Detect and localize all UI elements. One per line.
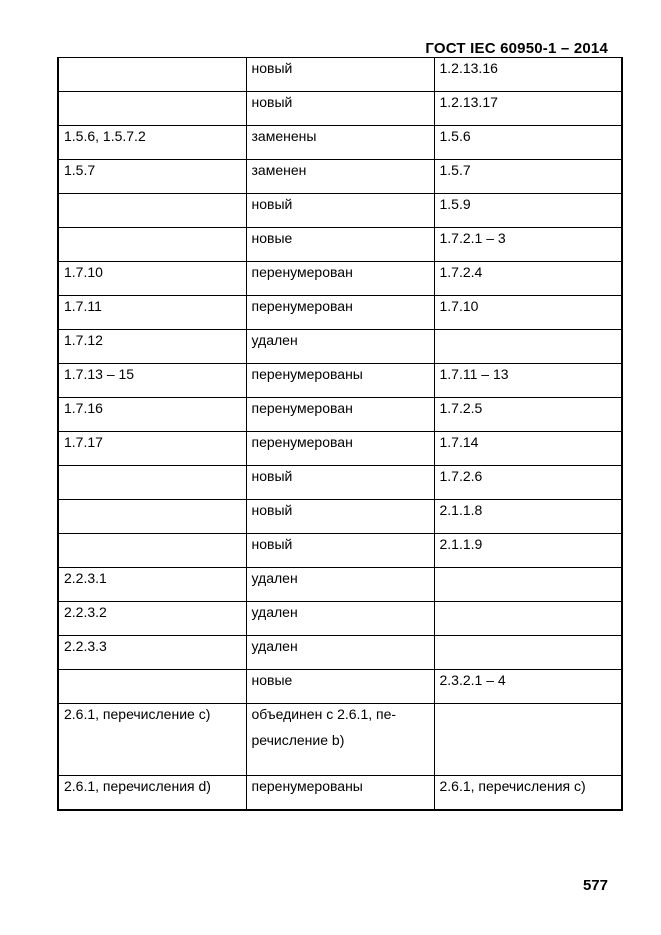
table-cell: 1.7.2.6	[434, 466, 622, 500]
table-row	[58, 364, 622, 398]
table-cell: 1.7.2.1 – 3	[434, 228, 622, 262]
table-cell: 1.7.10	[434, 296, 622, 330]
table-cell	[434, 704, 622, 776]
table-cell: 2.1.1.9	[434, 534, 622, 568]
table-cell: 1.7.12	[58, 330, 246, 364]
table-cell	[58, 92, 246, 126]
table-cell: 1.5.7	[58, 160, 246, 194]
table-cell: 2.1.1.8	[434, 500, 622, 534]
table-cell: удален	[246, 330, 434, 364]
table-row	[58, 262, 622, 296]
table-cell: новый	[246, 194, 434, 228]
table-cell: заменен	[246, 160, 434, 194]
page-number: 577	[582, 877, 608, 894]
table-cell	[434, 568, 622, 602]
table-cell	[58, 228, 246, 262]
table-cell	[58, 500, 246, 534]
table-row	[58, 296, 622, 330]
table-cell: 2.3.2.1 – 4	[434, 670, 622, 704]
table-cell: 2.6.1, перечисление c)	[58, 704, 246, 776]
table-row	[58, 58, 622, 92]
table-cell: 1.7.16	[58, 398, 246, 432]
table-cell	[434, 602, 622, 636]
table-cell	[434, 330, 622, 364]
changes-table	[57, 57, 623, 811]
table-cell: удален	[246, 636, 434, 670]
table-cell: новый	[246, 58, 434, 92]
table-cell: новый	[246, 92, 434, 126]
table-cell: 1.7.13 – 15	[58, 364, 246, 398]
table-cell: 1.7.2.4	[434, 262, 622, 296]
cell-line: объединен с 2.6.1, пе-	[251, 706, 397, 722]
table-row	[58, 568, 622, 602]
table-cell: 1.7.17	[58, 432, 246, 466]
table-cell: 1.2.13.17	[434, 92, 622, 126]
table-row	[58, 194, 622, 228]
table-cell: перенумерованы	[246, 776, 434, 810]
table-row	[58, 432, 622, 466]
table-cell: 1.7.14	[434, 432, 622, 466]
table-cell	[58, 670, 246, 704]
table-cell	[58, 194, 246, 228]
table-cell: 1.2.13.16	[434, 58, 622, 92]
table-cell: 1.7.2.5	[434, 398, 622, 432]
table-row	[58, 228, 622, 262]
table-cell: 1.5.6, 1.5.7.2	[58, 126, 246, 160]
table-cell	[58, 58, 246, 92]
table-cell: 2.2.3.1	[58, 568, 246, 602]
table-row	[58, 776, 622, 810]
table-cell: новый	[246, 466, 434, 500]
table-row	[58, 160, 622, 194]
table-cell: 1.7.11 – 13	[434, 364, 622, 398]
table-cell-multiline	[246, 704, 434, 776]
table-row	[58, 330, 622, 364]
table-cell: 1.5.9	[434, 194, 622, 228]
table-cell: новый	[246, 534, 434, 568]
table-row	[58, 704, 622, 776]
table-cell: перенумерован	[246, 296, 434, 330]
table-cell: новые	[246, 670, 434, 704]
document-header: ГОСТ IEC 60950-1 – 2014	[425, 40, 608, 57]
table-row	[58, 126, 622, 160]
table-cell: перенумерован	[246, 262, 434, 296]
table-cell: новый	[246, 500, 434, 534]
table-cell: удален	[246, 602, 434, 636]
table-cell: новые	[246, 228, 434, 262]
table-cell	[58, 466, 246, 500]
table-cell: перенумерован	[246, 432, 434, 466]
table-cell: 1.7.10	[58, 262, 246, 296]
table-row	[58, 602, 622, 636]
table-row	[58, 92, 622, 126]
table-cell	[58, 534, 246, 568]
table-cell: заменены	[246, 126, 434, 160]
table-cell: 2.2.3.2	[58, 602, 246, 636]
table-cell: удален	[246, 568, 434, 602]
table-row	[58, 636, 622, 670]
table-cell: 1.5.7	[434, 160, 622, 194]
table-cell: перенумерованы	[246, 364, 434, 398]
table-row	[58, 466, 622, 500]
table-cell: 1.5.6	[434, 126, 622, 160]
table-cell: 1.7.11	[58, 296, 246, 330]
table-row	[58, 500, 622, 534]
table-cell: 2.6.1, перечисления c)	[434, 776, 622, 810]
table-row	[58, 534, 622, 568]
table-row	[58, 398, 622, 432]
table-cell: 2.6.1, перечисления d)	[58, 776, 246, 810]
table-cell: 2.2.3.3	[58, 636, 246, 670]
table-cell: перенумерован	[246, 398, 434, 432]
cell-line: речисление b)	[251, 732, 345, 748]
table-cell	[434, 636, 622, 670]
